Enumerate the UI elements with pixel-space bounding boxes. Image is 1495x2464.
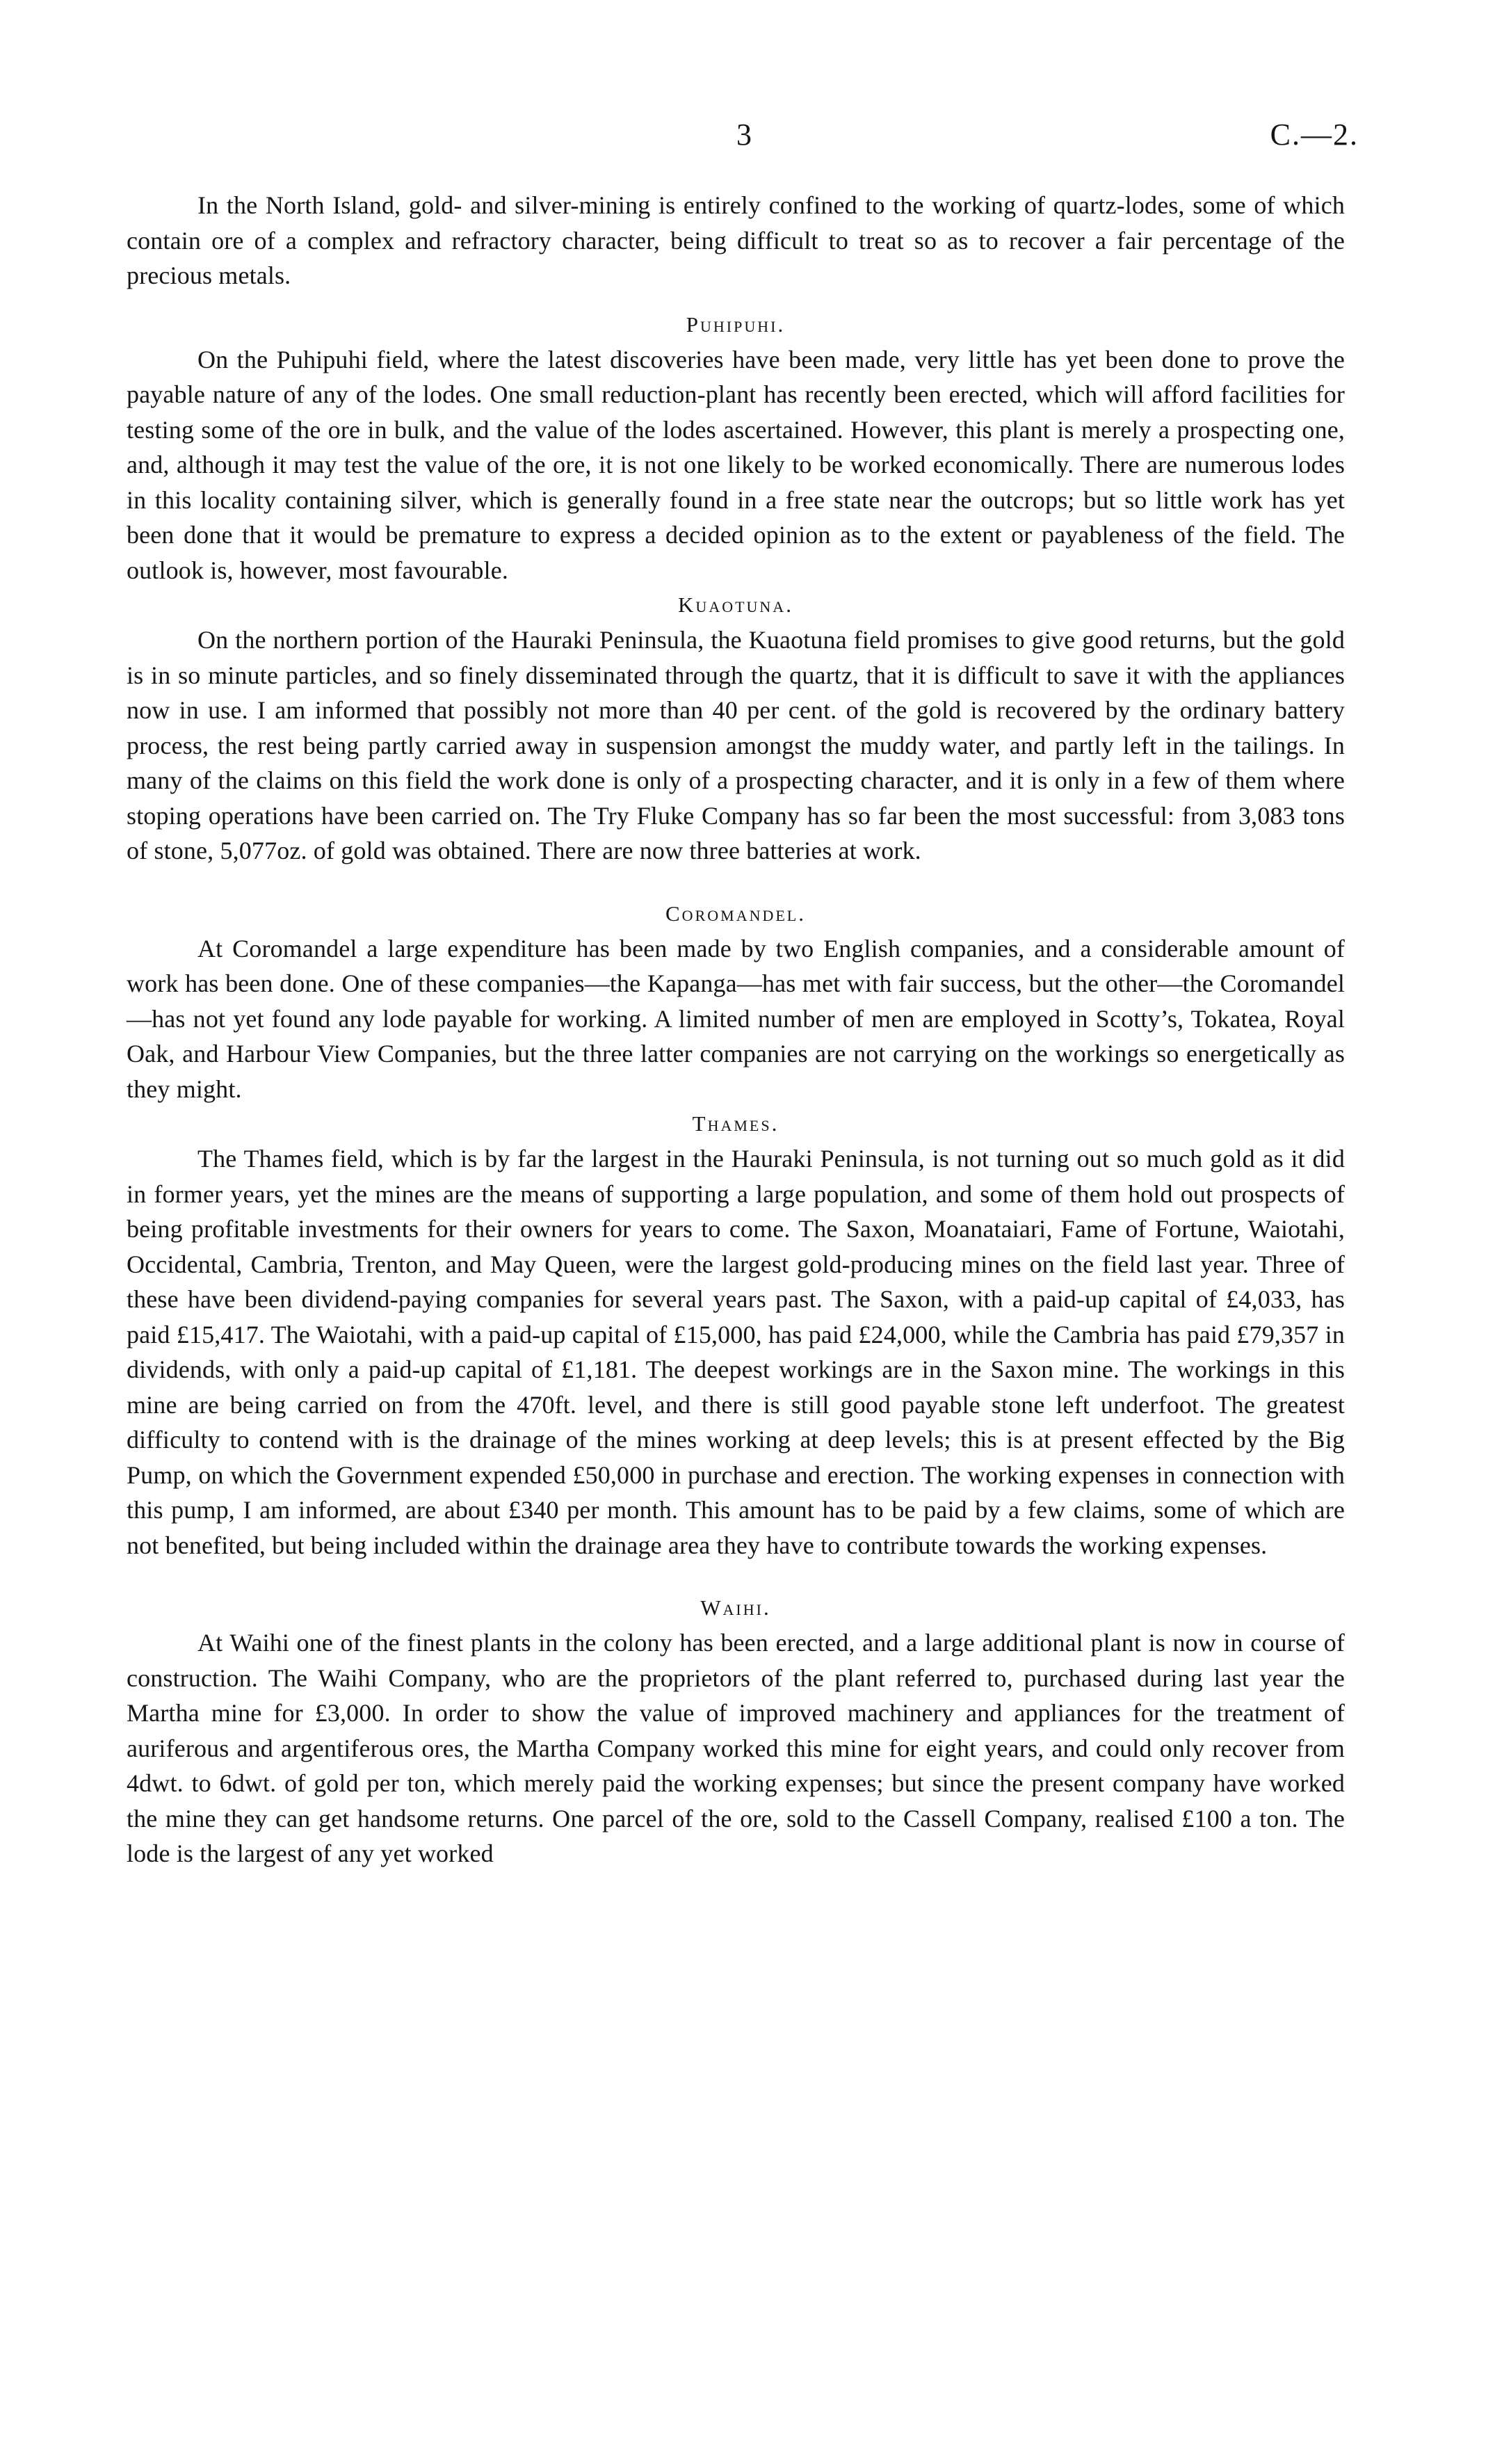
page-body xyxy=(127,188,1345,1871)
section-paragraph-thames: The Thames field, which is by far the largest in the Hauraki Peninsula, is not turning out so much gold as it did in former years, yet the mines are the means of supporting a large population, and some of them hold out prospects of being profitable investments for their owners for years to come. The Saxon, Moanataiari, Fame of Fortune, Waiotahi, Occidental, Cambria, Trenton, and May Queen, were the largest gold-producing mines on the field last year. Three of these have been dividend-paying companies for several years past. The Saxon, with a paid-up capital of £4,033, has paid £15,417. The Waiotahi, with a paid-up capital of £15,000, has paid £24,000, while the Cambria has paid £79,357 in dividends, with only a paid-up capital of £1,181. The deepest workings are in the Saxon mine. The workings in this mine are being carried on from the 470ft. level, and there is still good payable stone left underfoot. The greatest difficulty to contend with is the drainage of the mines working at deep levels; this is at present effected by the Big Pump, on which the Government expended £50,000 in purchase and erection. The working expenses in connection with this pump, I am informed, are about £340 per month. This amount has to be paid by a few claims, some of which are not benefited, but being included within the drainage area they have to contribute towards the working expenses. xyxy=(127,1145,1345,1559)
section-heading-thames: Thames. xyxy=(692,1111,779,1136)
section-heading-coromandel: Coromandel. xyxy=(665,901,806,926)
section-paragraph-coromandel: At Coromandel a large expenditure has been made by two English companies, and a considerable amount of work has been done. One of these companies—the Kapanga—has met with fair success, but the other—the Coromandel—has not yet found any lode payable for working. A limited number of men are employed in Scotty’s, Tokatea, Royal Oak, and Harbour View Companies, but the three latter companies are not carrying on the workings so energetically as they might. xyxy=(127,934,1345,1103)
section-paragraph-kuaotuna: On the northern portion of the Hauraki Peninsula, the Kuaotuna field promises to give good returns, but the gold is in so minute particles, and so finely disseminated through the quartz, that it is difficult to save it with the appliances now in use. I am informed that possibly not more than 40 per cent. of the gold is recovered by the ordinary battery process, the rest being partly carried away in suspension amongst the muddy water, and partly left in the tailings. In many of the claims on this field the work done is only of a prospecting character, and it is only in a few of them where stoping operations have been carried on. The Try Fluke Company has so far been the most successful: from 3,083 tons of stone, 5,077oz. of gold was obtained. There are now three batteries at work. xyxy=(127,626,1345,864)
intro-paragraph: In the North Island, gold- and silver-mining is entirely confined to the working of quartz-lodes, some of which contain ore of a complex and refractory character, being difficult to treat so as to recover a fair percentage of the precious metals. xyxy=(127,191,1345,289)
section-heading-puhipuhi: Puhipuhi. xyxy=(686,312,786,337)
section-heading-waihi: Waihi. xyxy=(700,1595,771,1620)
document-code: C.—2. xyxy=(1270,118,1359,152)
section-heading-kuaotuna: Kuaotuna. xyxy=(678,593,793,617)
section-paragraph-puhipuhi: On the Puhipuhi field, where the latest discoveries have been made, very little has yet been done to prove the payable nature of any of the lodes. One small reduction-plant has recently been erected, which will afford facilities for testing some of the ore in bulk, and the value of the lodes ascertained. However, this plant is merely a prospecting one, and, although it may test the value of the ore, it is not one likely to be worked economically. There are numerous lodes in this locality containing silver, which is generally found in a free state near the outcrops; but so little work has yet been done that it would be premature to express a decided opinion as to the extent or payableness of the field. The outlook is, however, most favourable. xyxy=(127,345,1345,584)
page-number: 3 xyxy=(736,118,752,152)
section-paragraph-waihi: At Waihi one of the finest plants in the colony has been erected, and a large additional plant is now in course of construction. The Waihi Company, who are the proprietors of the plant referred to, purchased during last year the Martha mine for £3,000. In order to show the value of improved machinery and appliances for the treatment of auriferous and argentiferous ores, the Martha Company worked this mine for eight years, and could only recover from 4dwt. to 6dwt. of gold per ton, which merely paid the working expenses; but since the present company have worked the mine they can get handsome returns. One parcel of the ore, sold to the Cassell Company, realised £100 a ton. The lode is the largest of any yet worked xyxy=(127,1629,1345,1867)
